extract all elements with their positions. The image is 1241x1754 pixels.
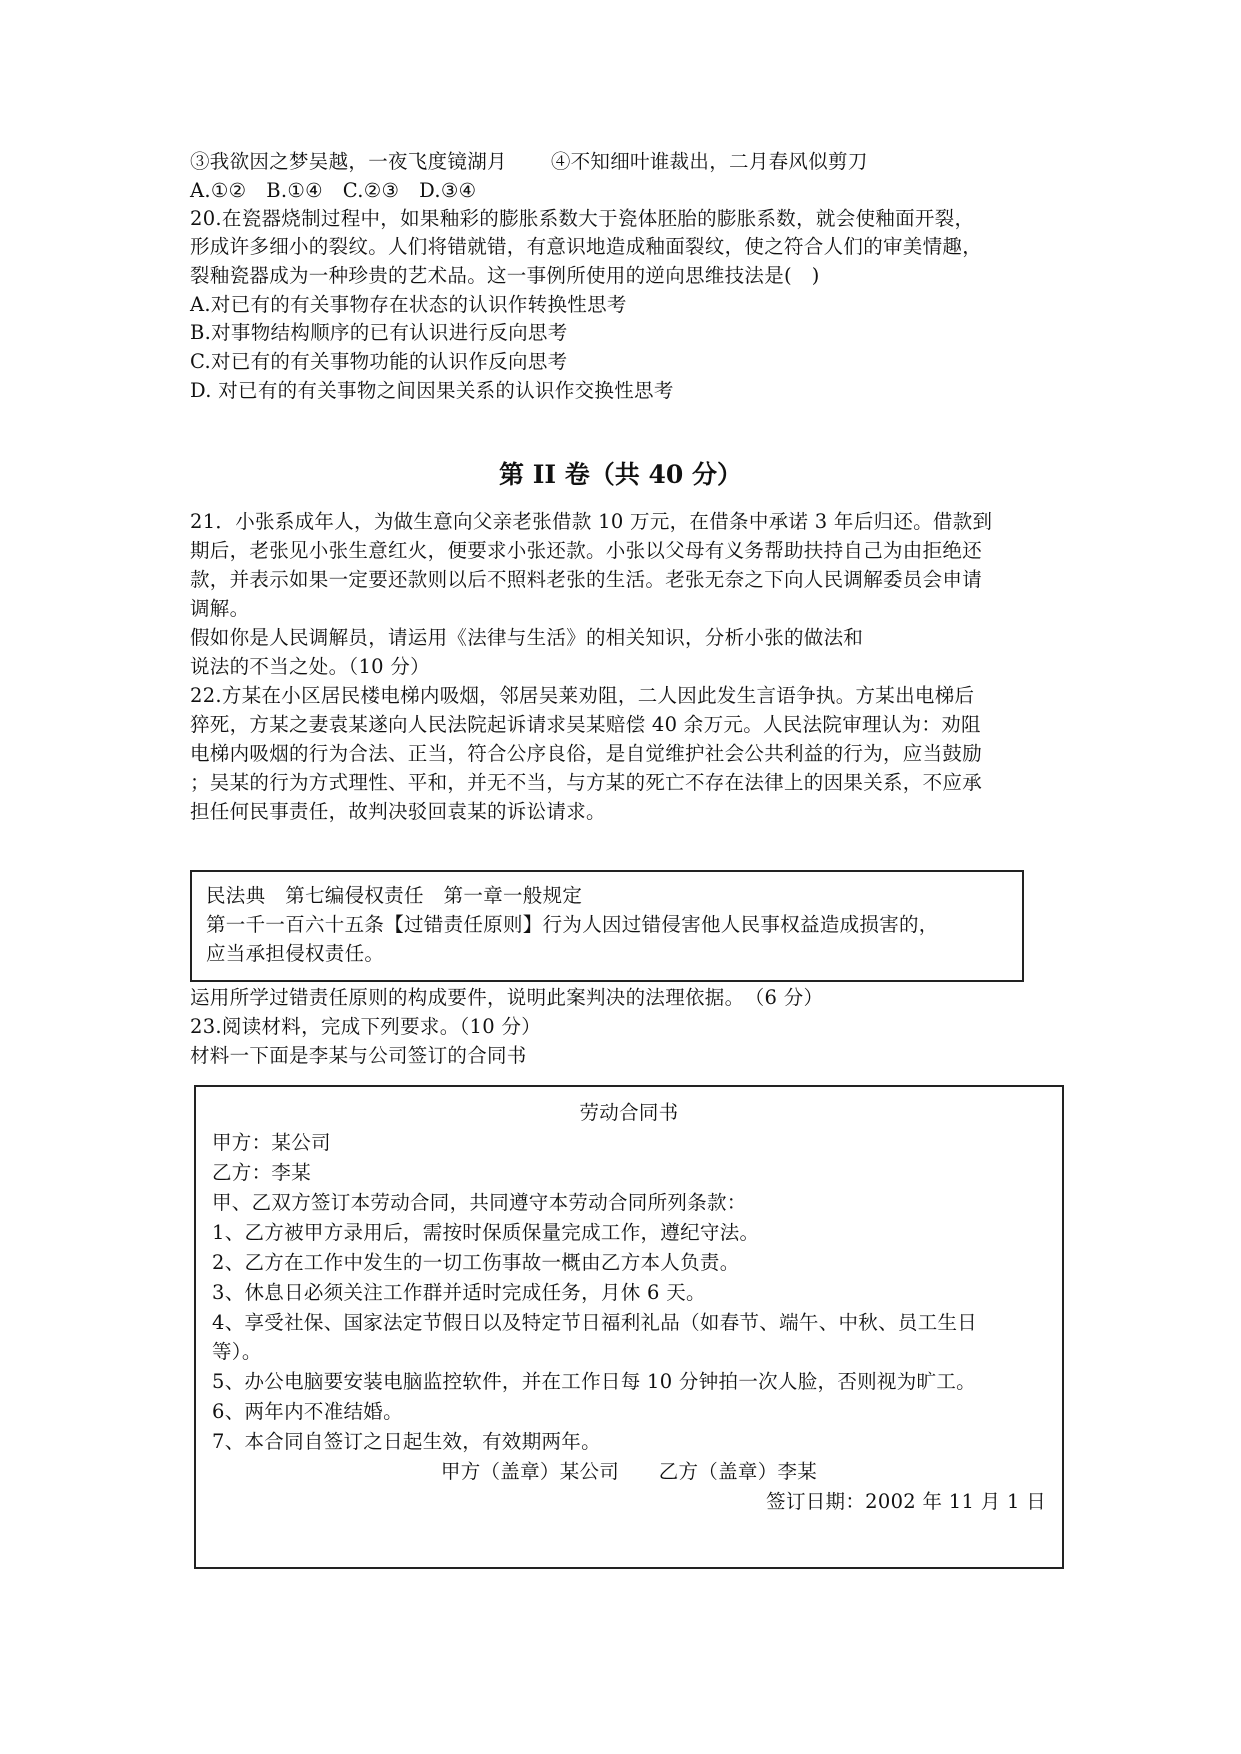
q21-line: 款，并表示如果一定要还款则以后不照料老张的生活。老张无奈之下向人民调解委员会申请	[190, 568, 983, 591]
contract-clause: 6、两年内不准结婚。	[212, 1400, 403, 1423]
section-title: 第 II 卷（共 40 分）	[499, 460, 742, 489]
q20-line: 形成许多细小的裂纹。人们将错就错，有意识地造成釉面裂纹，使之符合人们的审美情趣，	[190, 235, 983, 258]
contract-title: 劳动合同书	[579, 1101, 679, 1124]
contract-clause: 3、休息日必须关注工作群并适时完成任务，月休 6 天。	[212, 1281, 706, 1304]
q21-line: 期后，老张见小张生意红火，便要求小张还款。小张以父母有义务帮助扶持自己为由拒绝还	[190, 539, 983, 562]
q21-line: 说法的不当之处。（10 分）	[190, 655, 430, 678]
q22-line: 猝死，方某之妻袁某遂向人民法院起诉请求吴某赔偿 40 余万元。人民法院审理认为：劝阻	[190, 713, 981, 736]
contract-party-a: 甲方：某公司	[212, 1131, 331, 1154]
contract-seals: 甲方（盖章）某公司 乙方（盖章）李某	[440, 1460, 818, 1483]
option-4: ④不知细叶谁裁出，二月春风似剪刀	[550, 150, 868, 173]
q20-option-a: A.对已有的有关事物存在状态的认识作转换性思考	[190, 293, 627, 316]
law-excerpt-line: 民法典 第七编侵权责任 第一章一般规定	[206, 884, 583, 907]
contract-clause: 7、本合同自签订之日起生效，有效期两年。	[212, 1430, 601, 1453]
q22-line: ；吴某的行为方式理性、平和，并无不当，与方某的死亡不存在法律上的因果关系，不应承	[190, 771, 983, 794]
contract-clause: 等）。	[212, 1340, 262, 1363]
q21-line: 调解。	[190, 597, 250, 620]
contract-clause: 1、乙方被甲方录用后，需按时保质保量完成工作，遵纪守法。	[212, 1221, 760, 1244]
q21-line: 21．小张系成年人，为做生意向父亲老张借款 10 万元，在借条中承诺 3 年后归还。借款到	[190, 510, 993, 533]
q23-line: 23.阅读材料，完成下列要求。（10 分）	[190, 1015, 542, 1038]
q20-line: 裂釉瓷器成为一种珍贵的艺术品。这一事例所使用的逆向思维技法是( )	[190, 264, 820, 287]
q21-line: 假如你是人民调解员，请运用《法律与生活》的相关知识，分析小张的做法和	[190, 626, 864, 649]
q22-line: 22.方某在小区居民楼电梯内吸烟，邻居吴莱劝阻，二人因此发生言语争执。方某出电梯后	[190, 684, 975, 707]
q23-line: 材料一下面是李某与公司签订的合同书	[190, 1044, 527, 1067]
option-3: ③我欲因之梦吴越，一夜飞度镜湖月	[190, 150, 507, 173]
q22-line: 电梯内吸烟的行为合法、正当，符合公序良俗，是自觉维护社会公共利益的行为，应当鼓励	[190, 742, 983, 765]
option-line	[190, 148, 1060, 176]
q22-question: 运用所学过错责任原则的构成要件，说明此案判决的法理依据。 （6 分）	[190, 986, 824, 1009]
q20-line: 20.在瓷器烧制过程中，如果釉彩的膨胀系数大于瓷体胚胎的膨胀系数，就会使釉面开裂，	[190, 207, 975, 230]
contract-clause: 4、享受社保、国家法定节假日以及特定节日福利礼品（如春节、端午、中秋、员工生日	[212, 1311, 978, 1334]
contract-box	[194, 1085, 1064, 1569]
contract-party-b: 乙方：李某	[212, 1161, 312, 1184]
q20-option-c: C.对已有的有关事物功能的认识作反向思考	[190, 350, 568, 373]
q20-option-d: D. 对已有的有关事物之间因果关系的认识作交换性思考	[190, 379, 674, 402]
law-excerpt-line: 第一千一百六十五条【过错责任原则】行为人因过错侵害他人民事权益造成损害的，	[206, 913, 939, 936]
q20-option-b: B.对事物结构顺序的已有认识进行反向思考	[190, 321, 568, 344]
choice-line: A.①② B.①④ C.②③ D.③④	[190, 179, 477, 202]
contract-clause: 5、办公电脑要安装电脑监控软件，并在工作日每 10 分钟拍一次人脸，否则视为旷工。	[212, 1370, 976, 1393]
q22-line: 担任何民事责任，故判决驳回袁某的诉讼请求。	[190, 800, 606, 823]
law-excerpt-line: 应当承担侵权责任。	[206, 942, 385, 965]
contract-intro: 甲、乙双方签订本劳动合同，共同遵守本劳动合同所列条款：	[212, 1191, 747, 1214]
law-excerpt-box	[190, 870, 1024, 982]
contract-date: 签订日期：2002 年 11 月 1 日	[766, 1490, 1046, 1513]
contract-clause: 2、乙方在工作中发生的一切工伤事故一概由乙方本人负责。	[212, 1251, 740, 1274]
